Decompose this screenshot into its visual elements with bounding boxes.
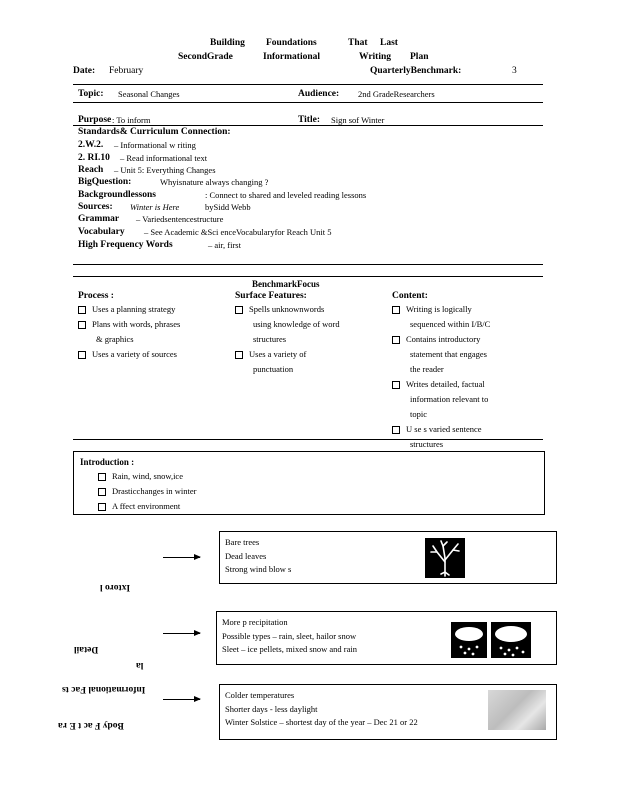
body-box-2 bbox=[216, 611, 557, 665]
reach-value: – Unit 5: Everything Changes bbox=[114, 165, 216, 175]
divider-1 bbox=[73, 84, 543, 85]
purpose-value: : To inform bbox=[112, 115, 151, 125]
snow-cloud-icon bbox=[451, 622, 531, 658]
content-item: U se s varied sentence bbox=[406, 424, 482, 434]
purpose-label: Purpose bbox=[78, 115, 112, 125]
body-box-line: Dead leaves bbox=[225, 551, 267, 561]
surface-item: Spells unknownwords bbox=[249, 304, 325, 314]
body-box-line: Colder temperatures bbox=[225, 690, 295, 700]
title-word-3: That bbox=[348, 38, 368, 48]
content-item: topic bbox=[410, 409, 427, 419]
checkbox-icon bbox=[392, 381, 400, 389]
content-item: Contains introductory bbox=[406, 334, 481, 344]
date-value: February bbox=[109, 66, 144, 76]
bare-tree-icon bbox=[425, 538, 465, 578]
checkbox-icon bbox=[235, 306, 243, 314]
process-list bbox=[78, 303, 180, 363]
background-label: Backgroundlessons bbox=[78, 190, 156, 200]
side-label-fragment: la bbox=[136, 660, 144, 670]
topic-value: Seasonal Changes bbox=[118, 89, 180, 99]
introduction-box bbox=[73, 451, 545, 515]
big-question-value: Whyisnature always changing ? bbox=[160, 177, 269, 187]
title-label: Title: bbox=[298, 115, 320, 125]
checkbox-icon bbox=[98, 473, 106, 481]
high-frequency-label: High Frequency Words bbox=[78, 240, 173, 250]
content-item: information relevant to bbox=[410, 394, 489, 404]
surface-label: Surface Features: bbox=[235, 291, 307, 301]
divider-3 bbox=[73, 125, 543, 126]
body-box-line: Possible types – rain, sleet, hailor snow bbox=[222, 631, 357, 641]
process-label: Process : bbox=[78, 291, 114, 301]
surface-item: using knowledge of word bbox=[253, 319, 340, 329]
sources-book: Winter is Here bbox=[130, 202, 180, 212]
checkbox-icon bbox=[235, 351, 243, 359]
process-item: & graphics bbox=[96, 334, 134, 344]
standard-rl-label: 2. RI.10 bbox=[78, 153, 110, 163]
background-value: : Connect to shared and leveled reading lessons bbox=[205, 190, 367, 200]
body-box-1 bbox=[219, 531, 557, 584]
body-box-line: Winter Solstice – shortest day of the year – Dec 21 or 22 bbox=[225, 717, 418, 727]
high-frequency-value: – air, first bbox=[208, 240, 241, 250]
divider-2 bbox=[73, 102, 543, 103]
standard-rl-value: – Read informational text bbox=[120, 153, 208, 163]
body-box-line: Sleet – ice pellets, mixed snow and rain bbox=[222, 644, 358, 654]
benchmark-focus-heading: BenchmarkFocus bbox=[252, 279, 320, 289]
standards-heading: Standards& Curriculum Connection: bbox=[78, 127, 231, 137]
introduction-list bbox=[98, 470, 197, 515]
checkbox-icon bbox=[78, 306, 86, 314]
surface-item: Uses a variety of bbox=[249, 349, 307, 359]
reach-label: Reach bbox=[78, 165, 104, 175]
content-item: Writing is logically bbox=[406, 304, 472, 314]
side-label-body: Body F ac t E ra bbox=[58, 720, 124, 730]
surface-item: punctuation bbox=[253, 364, 294, 374]
side-label-detail: Detail bbox=[74, 644, 99, 654]
grammar-label: Grammar bbox=[78, 214, 120, 224]
checkbox-icon bbox=[392, 426, 400, 434]
content-list bbox=[392, 303, 490, 453]
big-question-label: BigQuestion: bbox=[78, 177, 132, 187]
sources-author: bySidd Webb bbox=[205, 202, 251, 212]
arrow-icon bbox=[163, 633, 200, 634]
checkbox-icon bbox=[78, 351, 86, 359]
benchmark-label: QuarterlyBenchmark: bbox=[370, 66, 462, 76]
winter-sky-photo bbox=[488, 690, 546, 730]
content-item: the reader bbox=[410, 364, 444, 374]
vocabulary-label: Vocabulary bbox=[78, 227, 125, 237]
subtitle-word-2: Informational bbox=[263, 52, 320, 62]
body-box-3 bbox=[219, 684, 557, 740]
side-label-informational: Informational Fac ts bbox=[62, 684, 146, 694]
topic-label: Topic: bbox=[78, 89, 104, 99]
audience-label: Audience: bbox=[298, 89, 340, 99]
arrow-icon bbox=[163, 699, 200, 700]
date-label: Date: bbox=[73, 66, 96, 76]
divider-6 bbox=[73, 439, 543, 440]
vocabulary-value: – See Academic &Sci enceVocabularyfor Reach Unit 5 bbox=[144, 227, 332, 237]
process-item: Uses a planning strategy bbox=[92, 304, 176, 314]
sources-label: Sources: bbox=[78, 202, 113, 212]
introduction-item: Rain, wind, snow,ice bbox=[112, 471, 183, 481]
checkbox-icon bbox=[98, 488, 106, 496]
title-word-1: Building bbox=[210, 38, 245, 48]
surface-item: structures bbox=[253, 334, 287, 344]
subtitle-word-1: SecondGrade bbox=[178, 52, 233, 62]
grammar-value: – Variedsentencestructure bbox=[136, 214, 224, 224]
introduction-item: Drasticchanges in winter bbox=[112, 486, 197, 496]
body-box-line: Strong wind blow s bbox=[225, 564, 292, 574]
divider-5 bbox=[73, 276, 543, 277]
checkbox-icon bbox=[392, 306, 400, 314]
surface-list bbox=[235, 303, 340, 378]
checkbox-icon bbox=[78, 321, 86, 329]
checkbox-icon bbox=[98, 503, 106, 511]
side-label-introduction: Ixtoro l bbox=[100, 582, 131, 592]
subtitle-word-4: Plan bbox=[410, 52, 429, 62]
arrow-icon bbox=[163, 557, 200, 558]
subtitle-word-3: Writing bbox=[359, 52, 392, 62]
divider-4 bbox=[73, 264, 543, 265]
body-box-line: Bare trees bbox=[225, 537, 260, 547]
title-word-4: Last bbox=[380, 38, 398, 48]
process-item: Uses a variety of sources bbox=[92, 349, 177, 359]
title-value: Sign sof Winter bbox=[331, 115, 385, 125]
process-item: Plans with words, phrases bbox=[92, 319, 181, 329]
content-item: Writes detailed, factual bbox=[406, 379, 485, 389]
content-item: structures bbox=[410, 439, 444, 449]
content-label: Content: bbox=[392, 291, 428, 301]
checkbox-icon bbox=[392, 336, 400, 344]
title-word-2: Foundations bbox=[266, 38, 317, 48]
audience-value: 2nd GradeResearchers bbox=[358, 89, 435, 99]
body-box-line: Shorter days - less daylight bbox=[225, 704, 318, 714]
introduction-item: A ffect environment bbox=[112, 501, 181, 511]
benchmark-value: 3 bbox=[512, 66, 517, 76]
content-item: sequenced within I/B/C bbox=[410, 319, 491, 329]
introduction-label: Introduction : bbox=[80, 457, 135, 467]
standard-w-label: 2.W.2. bbox=[78, 140, 104, 150]
content-item: statement that engages bbox=[410, 349, 487, 359]
standard-w-value: – Informational w riting bbox=[114, 140, 196, 150]
body-box-line: More p recipitation bbox=[222, 617, 288, 627]
